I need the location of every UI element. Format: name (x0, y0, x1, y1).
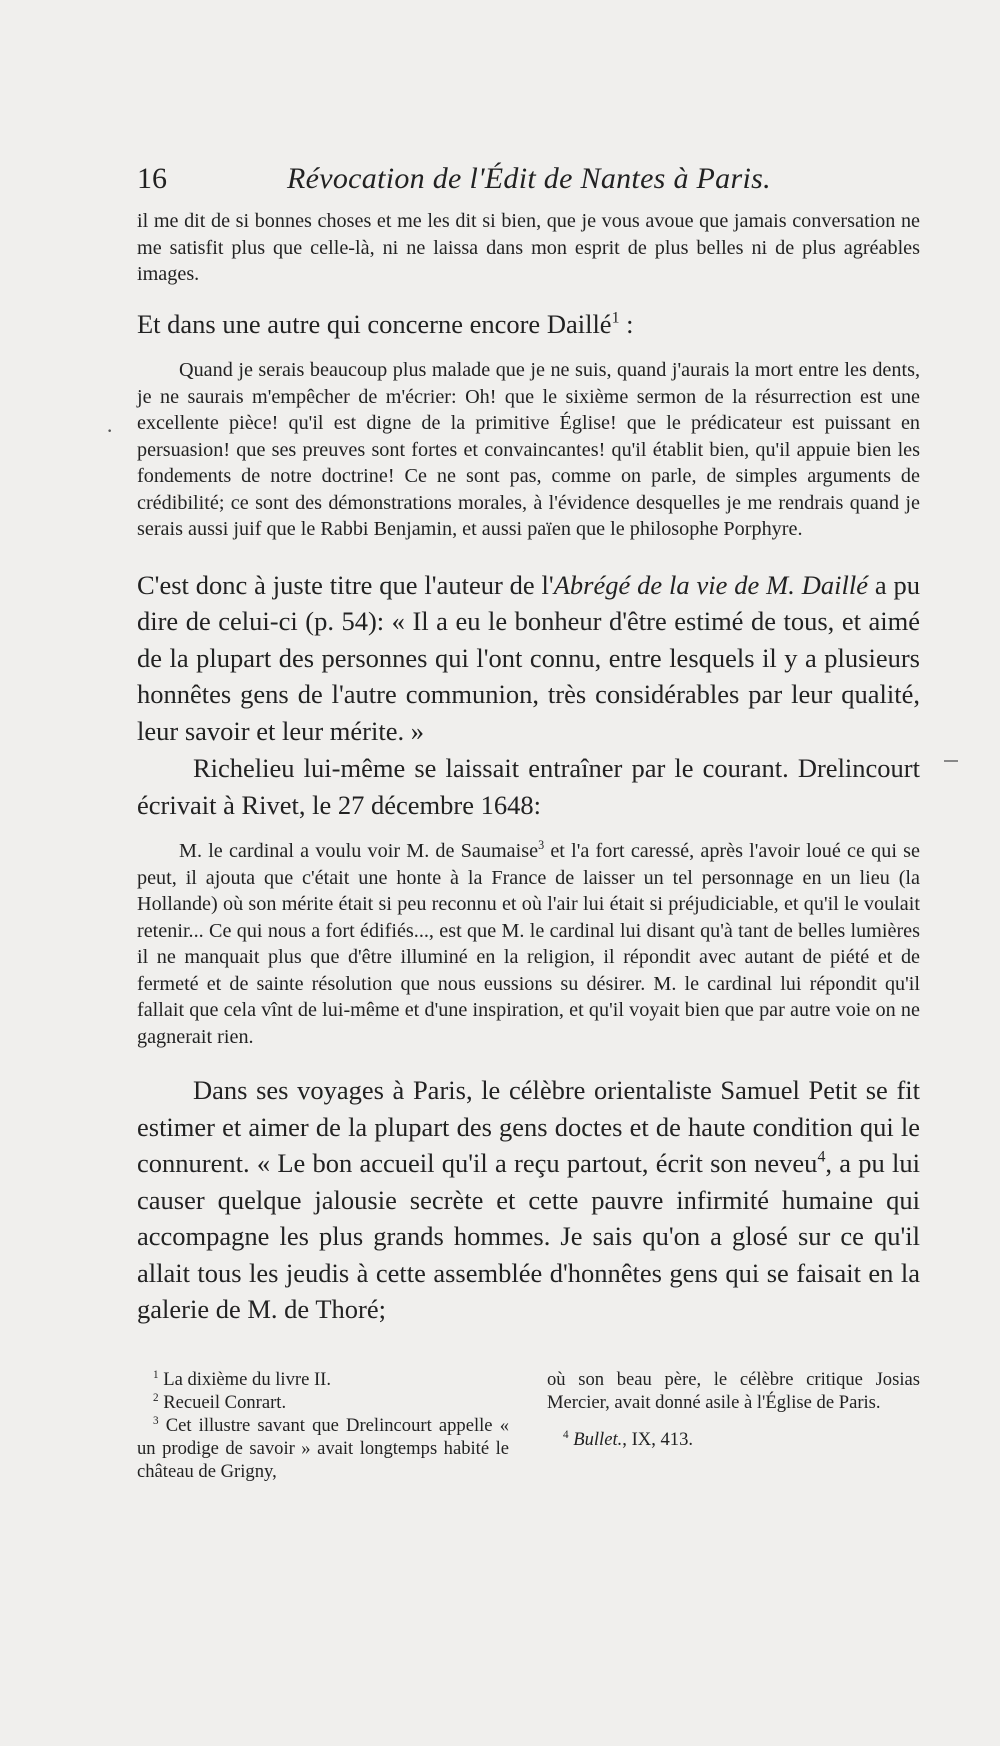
footnote-text: La dixième du livre II. (158, 1369, 332, 1390)
footnote-number: 3 (153, 1414, 159, 1427)
footnote-number: 1 (153, 1368, 159, 1381)
block-quote-cardinal (137, 838, 920, 1050)
footnote-text: Cet illustre savant que Drelincourt appelle « un prodige de savoir » avait longtemps habité le château de Grigny, (137, 1415, 509, 1482)
footnote-text: Recueil Conrart. (158, 1392, 287, 1413)
paragraph-text-a: C'est donc à juste titre que l'auteur de l' (137, 569, 554, 600)
footnote-4 (547, 1428, 920, 1451)
quote-text-a: M. le cardinal a voulu voir M. de Saumaise (179, 840, 539, 862)
footnote-number: 4 (563, 1428, 569, 1441)
footnote-text: , IX, 413. (622, 1429, 694, 1450)
footnotes-left-column (137, 1368, 509, 1483)
paragraph-samuel-petit (137, 1072, 920, 1328)
footnote-3-part-2: où son beau père, le célèbre critique Josias Mercier, avait donné asile à l'Église de Paris. (547, 1369, 920, 1413)
footnote-ref-3: 3 (538, 838, 545, 853)
paragraph-text-tail: : (619, 308, 634, 339)
footnote-number: 2 (153, 1391, 159, 1404)
footnotes-right-column (547, 1368, 920, 1451)
quote-text-b: et l'a fort caressé, après l'avoir loué ce qui se peut, il ajouta que c'était une honte à la France de laisser un tel personnage en un lieu (la Hollande) où son mérite était si peu reconnu et où l'air lui était si préjudiciable, et qu'il le voulait retenir... Ce qui nous a fort édifiés..., est que M. le cardinal lui disant qu'à tant de belles lumières il ne manquait plus que d'être illuminé en la religion, il répondit avec autant de piété et de fermeté et de sainte résolution que nous eussions su désirer. M. le cardinal lui répondit qu'il fallait que cela vînt de lui-même et d'une inspiration, et qu'il voyait bien que par autre voie on ne gagnerait rien. (137, 840, 920, 1048)
paragraph-daille-intro (137, 306, 920, 343)
book-title-italic: Abrégé de la vie de M. Daillé (553, 569, 868, 600)
paragraph-text: Et dans une autre qui concerne encore Daillé (137, 308, 612, 339)
paragraph-richelieu: Richelieu lui-même se laissait entraîner par le courant. Drelincourt écrivait à Rivet, le 27 décembre 1648: (137, 753, 920, 820)
footnote-italic: Bullet. (573, 1429, 623, 1450)
paragraph-text-b: , a pu lui causer quelque jalousie secrète et cette pauvre infirmité humaine qui accompagne les plus grands hommes. Je sais qu'on a glosé sur ce qu'il allait tous les jeudis à cette assemblée d'honnêtes gens qui se faisait en la galerie de M. de Thoré; (137, 1148, 920, 1324)
footnote-ref-4: 4 (817, 1148, 826, 1166)
paragraph-text-a: Dans ses voyages à Paris, le célèbre orientaliste Samuel Petit se fit estimer et aimer de la plupart des gens doctes et de haute condition qui le connurent. « Le bon accueil qu'il a reçu partout, écrit son neveu (137, 1075, 920, 1178)
page-number: 16 (137, 162, 167, 195)
paragraph-text-b: a pu dire de celui-ci (p. 54): « Il a eu le bonheur d'être estimé de tous, et aimé de la plupart des personnes qui l'ont connu, entre lesquels il y a plusieurs honnêtes gens de l'autre communion, très considérables par leur qualité, leur savoir et leur mérite. » (137, 569, 921, 746)
margin-dot: · (106, 418, 114, 443)
footnote-1 (137, 1368, 509, 1391)
block-quote-sermon: Quand je serais beaucoup plus malade que je ne suis, quand j'aurais la mort entre les dents, je ne saurais m'empêcher de m'écrier: Oh! que le sixième sermon de la résurrection est une excellente pièce! qu'il est digne de la primitive Église! que le prédicateur est puissant en persuasion! que ses preuves sont fortes et convaincantes! qu'il établit bien, qu'il appuie bien les fondements de notre doctrine! Ce ne sont pas, comme on parle, de simples arguments de crédibilité; ce sont des démonstrations morales, à l'évidence desquelles je me rendrais quand je serais aussi juif que le Rabbi Benjamin, et aussi païen que le philosophe Porphyre. (137, 359, 920, 540)
page-header (137, 160, 920, 198)
footnote-3-part-1 (137, 1414, 509, 1483)
footnote-2 (137, 1391, 509, 1414)
paragraph-abrege (137, 567, 920, 750)
footnote-ref-1: 1 (611, 309, 620, 327)
running-title: Révocation de l'Édit de Nantes à Paris. (287, 162, 771, 195)
page-body (137, 208, 920, 1328)
margin-dash (944, 760, 958, 762)
quote-continuation: il me dit de si bonnes choses et me les dit si bien, que je vous avoue que jamais conversation ne me satisfit plus que celle-là, ni ne laissa dans mon esprit de plus belles ni de plus agréables images. (137, 210, 920, 285)
